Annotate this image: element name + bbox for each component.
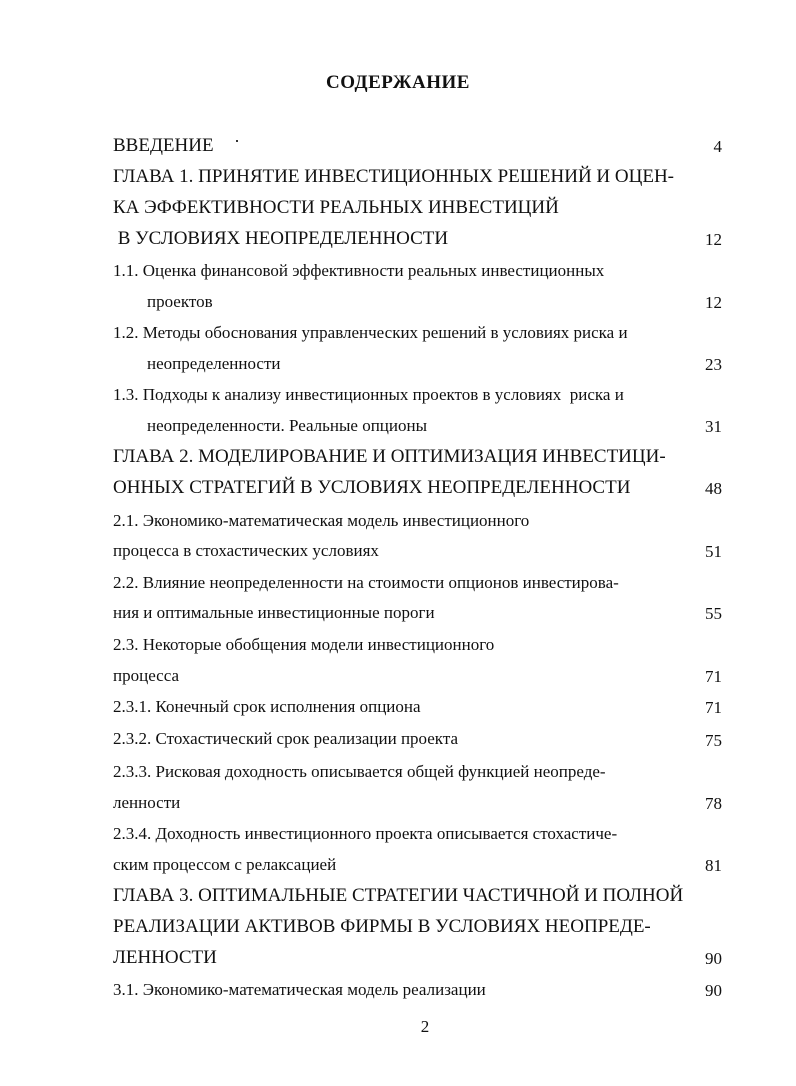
toc-entry-section-1-2-line-1: 1.2. Методы обоснования управленческих решений в условиях риска и <box>113 323 628 342</box>
toc-page-number: 71 <box>705 667 722 686</box>
toc-entry-section-1-1-line-2: проектов <box>147 292 213 311</box>
toc-entry-section-2-3-line-2: процесса <box>113 666 180 685</box>
toc-entry-section-2-2-line-1: 2.2. Влияние неопределенности на стоимости опционов инвестирова- <box>113 573 619 592</box>
toc-entry-section-2-1-line-1: 2.1. Экономико-математическая модель инвестиционного <box>113 511 530 530</box>
toc-entry-section-2-3-3-line-2: ленности <box>113 793 181 812</box>
toc-entry-chapter-3-line-2: РЕАЛИЗАЦИИ АКТИВОВ ФИРМЫ В УСЛОВИЯХ НЕОПРЕДЕ- <box>113 916 651 937</box>
toc-page-number: 23 <box>705 355 722 374</box>
scan-speck <box>236 140 238 142</box>
toc-page-number: 31 <box>705 417 722 436</box>
toc-entry-section-2-3-4-line-2: ским процессом с релаксацией <box>113 855 337 874</box>
toc-page-number: 78 <box>705 794 722 813</box>
toc-page-number: 12 <box>705 230 722 249</box>
toc-entry-section-2-3-1: 2.3.1. Конечный срок исполнения опциона <box>113 697 421 716</box>
toc-entry-chapter-1-line-2: КА ЭФФЕКТИВНОСТИ РЕАЛЬНЫХ ИНВЕСТИЦИЙ <box>113 197 559 218</box>
toc-page-number: 51 <box>705 542 722 561</box>
toc-entry-chapter-1-line-3: В УСЛОВИЯХ НЕОПРЕДЕЛЕННОСТИ <box>113 228 449 249</box>
toc-page-number: 4 <box>713 137 722 156</box>
toc-entry-section-1-2-line-2: неопределенности <box>147 354 281 373</box>
toc-entry-section-2-3-2: 2.3.2. Стохастический срок реализации проекта <box>113 729 459 748</box>
toc-entry-chapter-3-line-1: ГЛАВА 3. ОПТИМАЛЬНЫЕ СТРАТЕГИИ ЧАСТИЧНОЙ И ПОЛНОЙ <box>113 885 684 906</box>
toc-entry-section-2-3-line-1: 2.3. Некоторые обобщения модели инвестиционного <box>113 635 495 654</box>
toc-entry-introduction: ВВЕДЕНИЕ <box>113 135 214 156</box>
toc-entry-section-2-3-3-line-1: 2.3.3. Рисковая доходность описывается общей функцией неопреде- <box>113 762 606 781</box>
toc-entry-section-3-1: 3.1. Экономико-математическая модель реализации <box>113 980 486 999</box>
toc-page-number: 90 <box>705 949 722 968</box>
toc-entry-chapter-2-line-2: ОННЫХ СТРАТЕГИЙ В УСЛОВИЯХ НЕОПРЕДЕЛЕННОСТИ <box>113 477 631 498</box>
toc-page-number: 12 <box>705 293 722 312</box>
page-title: СОДЕРЖАНИЕ <box>326 72 470 93</box>
toc-entry-chapter-3-line-3: ЛЕННОСТИ <box>113 947 217 968</box>
toc-page-number: 81 <box>705 856 722 875</box>
toc-entry-section-1-3-line-2: неопределенности. Реальные опционы <box>147 416 428 435</box>
toc-entry-section-2-1-line-2: процесса в стохастических условиях <box>113 541 379 560</box>
toc-page-number: 48 <box>705 479 722 498</box>
toc-page-number: 75 <box>705 731 722 750</box>
toc-page-number: 71 <box>705 698 722 717</box>
toc-entry-section-2-2-line-2: ния и оптимальные инвестиционные пороги <box>113 603 435 622</box>
toc-entry-section-2-3-4-line-1: 2.3.4. Доходность инвестиционного проекта описывается стохастиче- <box>113 824 618 843</box>
toc-entry-chapter-1-line-1: ГЛАВА 1. ПРИНЯТИЕ ИНВЕСТИЦИОННЫХ РЕШЕНИЙ И ОЦЕН- <box>113 166 674 187</box>
toc-page-number: 90 <box>705 981 722 1000</box>
toc-entry-section-1-1-line-1: 1.1. Оценка финансовой эффективности реальных инвестиционных <box>113 261 605 280</box>
toc-entry-section-1-3-line-1: 1.3. Подходы к анализу инвестиционных проектов в условиях риска и <box>113 385 624 404</box>
toc-entry-chapter-2-line-1: ГЛАВА 2. МОДЕЛИРОВАНИЕ И ОПТИМИЗАЦИЯ ИНВЕСТИЦИ- <box>113 446 666 467</box>
page-number: 2 <box>420 1017 430 1036</box>
toc-page-number: 55 <box>705 604 722 623</box>
